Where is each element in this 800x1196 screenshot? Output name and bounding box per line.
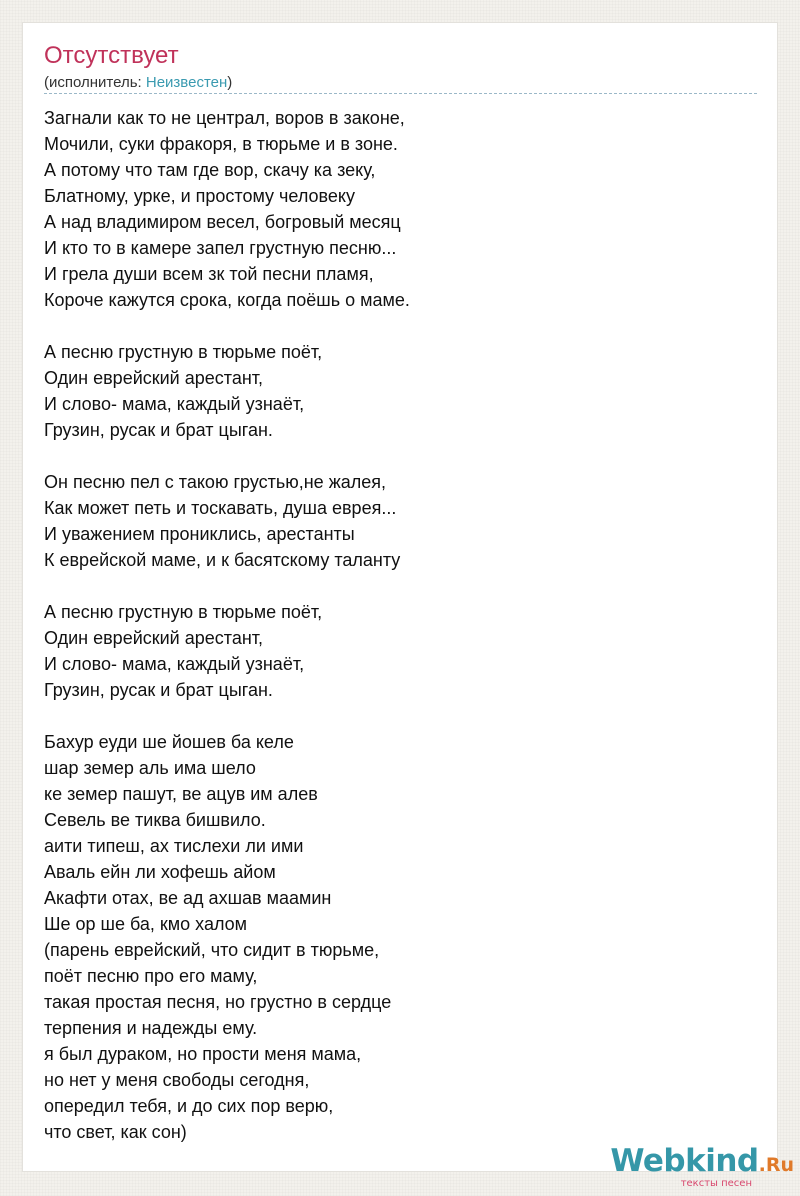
song-title: Отсутствует bbox=[44, 42, 179, 69]
lyrics-card bbox=[22, 22, 778, 1172]
logo-word: Webkind bbox=[610, 1143, 759, 1179]
logo-tld: .Ru bbox=[758, 1154, 794, 1176]
logo-tagline: тексты песен bbox=[680, 1178, 752, 1189]
artist-prefix: (исполнитель: bbox=[44, 74, 146, 91]
artist-link[interactable]: Неизвестен bbox=[145, 74, 228, 91]
webkind-logo[interactable] bbox=[610, 1144, 794, 1190]
artist-suffix: ) bbox=[227, 74, 233, 91]
title-divider bbox=[44, 93, 757, 94]
artist-line bbox=[44, 74, 232, 92]
lyrics-text: Загнали как то не централ, воров в законе, Мочили, суки фракоря, в тюрьме и в зоне. А потому что там где вор, скачу ка зеку, Блатному, урке, и простому человеку А над владимиром весел, богровый месяц И кто то в камере запел грустную песню... И грела души всем зк той песни пламя, Короче кажутся срока, когда поёшь о маме. А песню грустную в тюрьме поёт, Один еврейский арестант, И слово- мама, каждый узнаёт, Грузин, русак и брат цыган. Он песню пел с такою грустью,не жалея, Как может петь и тоскавать, душа еврея... И уважением прониклись, арестанты К еврейской маме, и к басятскому таланту А песню грустную в тюрьме поёт, Один еврейский арестант, И слово- мама, каждый узнаёт, Грузин, русак и брат цыган. Бахур еуди ше йошев ба келе шар земер аль има шело ке земер пашут, ве ацув им алев Севель ве тиква бишвило. аити типеш, ах тислехи ли ими Аваль ейн ли хофешь айом Акафти отах, ве ад ахшав маамин Ше ор ше ба, кмо халом (парень еврейский, что сидит в тюрьме, поёт песню про его маму, такая простая песня, но грустно в сердце терпения и надежды ему. я был дураком, но прости меня мама, но нет у меня свободы сегодня, опередил тебя, и до сих пор верю, что свет, как сон) bbox=[44, 108, 410, 1142]
